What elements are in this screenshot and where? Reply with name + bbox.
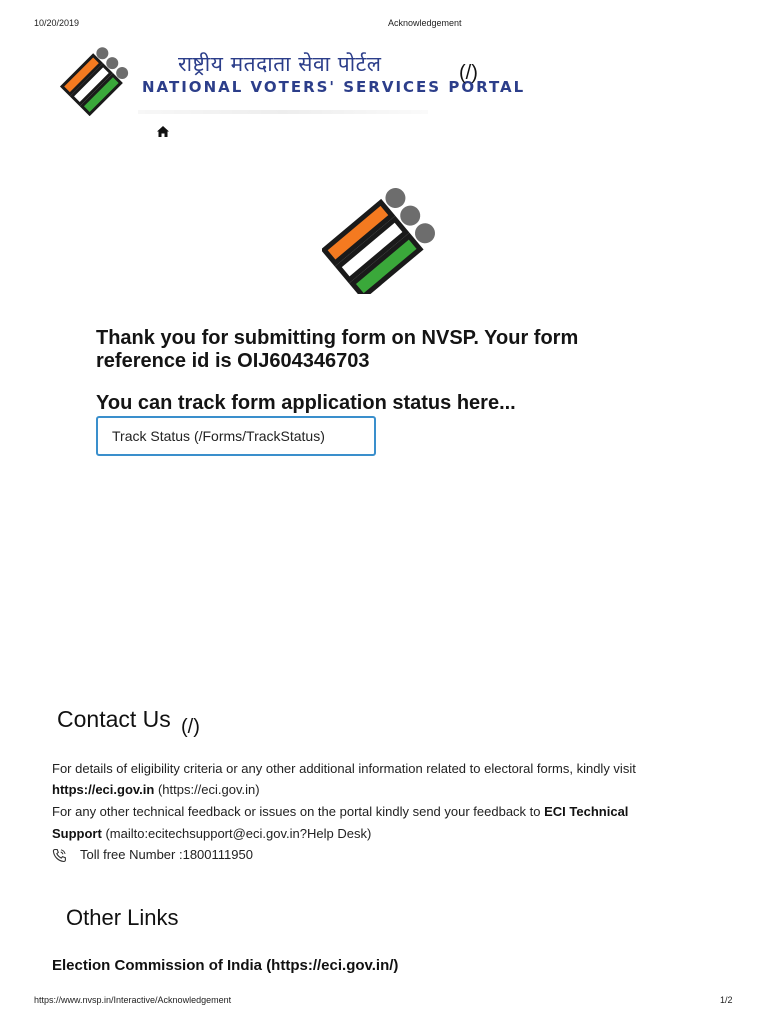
phone-icon: [52, 848, 67, 863]
home-link[interactable]: (/): [459, 62, 478, 84]
eci-website-url: (https://eci.gov.in): [154, 782, 260, 797]
eci-tech-support-link-part1[interactable]: ECI Technical: [544, 804, 629, 819]
track-status-button[interactable]: Track Status (/Forms/TrackStatus): [96, 416, 376, 456]
feedback-text: For any other technical feedback or issues on the portal kindly send your feedback to: [52, 804, 545, 819]
support-email-url: (mailto:ecitechsupport@eci.gov.in?Help Desk): [101, 826, 372, 841]
portal-english-title: NATIONAL VOTERS' SERVICES PORTAL: [142, 78, 526, 96]
home-icon[interactable]: [157, 126, 169, 137]
contact-us-heading: Contact Us: [57, 706, 171, 732]
reference-id-message: reference id is OIJ604346703: [96, 350, 370, 372]
feedback-text-line: [52, 804, 628, 819]
header-divider: [138, 110, 428, 114]
eci-website-line: [52, 782, 260, 797]
eci-tech-support-link-part2[interactable]: Support: [52, 826, 102, 841]
print-date: 10/20/2019: [34, 18, 80, 28]
toll-free-number: Toll free Number :1800111950: [80, 847, 253, 862]
other-links-heading: Other Links: [66, 905, 179, 930]
print-page-number: 1/2: [720, 995, 733, 1005]
center-logo-icon: [322, 176, 450, 294]
track-status-prompt: You can track form application status here...: [96, 392, 516, 414]
print-title: Acknowledgement: [388, 18, 462, 28]
eci-website-link[interactable]: https://eci.gov.in: [52, 782, 155, 797]
eligibility-info-text: For details of eligibility criteria or any other additional information related to electoral forms, kindly visit: [52, 761, 636, 776]
support-email-line: [52, 826, 371, 841]
print-url: https://www.nvsp.in/Interactive/Acknowledgement: [34, 995, 232, 1005]
thank-you-message-line-1: Thank you for submitting form on NVSP. Your form: [96, 327, 579, 349]
portal-hindi-title: राष्ट्रीय मतदाता सेवा पोर्टल: [178, 52, 382, 76]
contact-us-link[interactable]: (/): [181, 716, 200, 738]
election-commission-link[interactable]: Election Commission of India (https://eci.gov.in/): [52, 957, 399, 974]
nvsp-logo-icon[interactable]: [56, 38, 138, 116]
